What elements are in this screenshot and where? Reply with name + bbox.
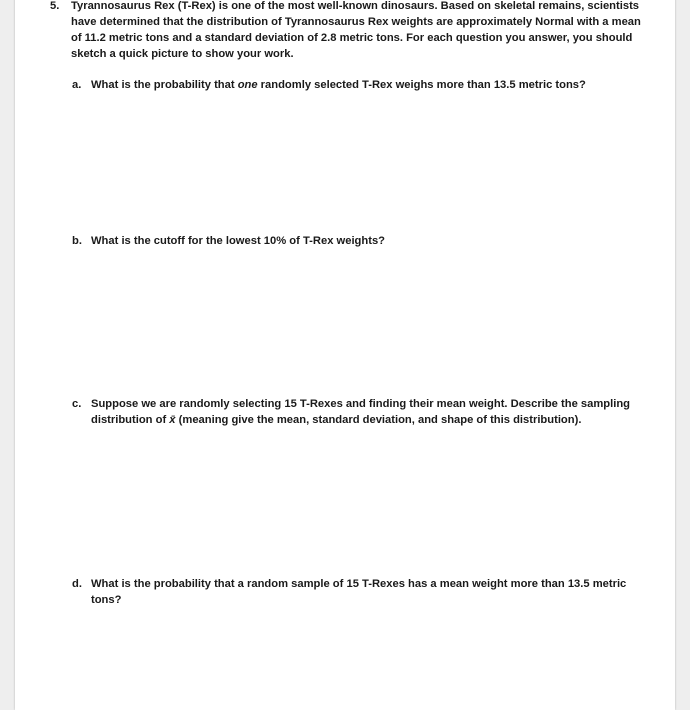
answer-space-c[interactable] [91,435,651,565]
part-b-letter: b. [72,235,82,247]
part-a-emphasis: one [237,79,258,91]
question-number: 5. [50,0,60,12]
part-a-text-start: What is the probability that [91,79,238,91]
xbar-symbol: x̄ [169,414,176,426]
part-b-text: What is the cutoff for the lowest 10% of T-Rex weights? [91,235,386,247]
part-a-text [91,77,651,93]
part-a-letter: a. [72,79,82,91]
answer-space-b[interactable] [91,256,651,386]
part-c-letter: c. [72,398,82,410]
part-a-text-end: randomly selected T-Rex weighs more than 13.5 metric tons? [257,79,586,91]
answer-space-a[interactable] [91,100,651,220]
question-intro: Tyrannosaurus Rex (T-Rex) is one of the most well-known dinosaurs. Based on skeletal remains, scientists have determined that the distribution of Tyrannosaurus Rex weights are approximately Normal with a mean of 11.2 metric tons and a standard deviation of 2.8 metric tons. For each question you answer, you should sketch a quick picture to show your work. [71,0,641,60]
part-d-letter: d. [72,578,82,590]
worksheet-page [15,0,675,710]
part-c-text-start: Suppose we are randomly selecting 15 T-Rexes and finding their mean weight. Describe the sampling distribution of [91,398,631,426]
part-d-text: What is the probability that a random sample of 15 T-Rexes has a mean weight more than 13.5 metric tons? [91,578,627,606]
answer-space-d[interactable] [91,614,651,694]
part-c-text [91,396,651,428]
part-c-text-end: (meaning give the mean, standard deviation, and shape of this distribution). [175,414,582,426]
